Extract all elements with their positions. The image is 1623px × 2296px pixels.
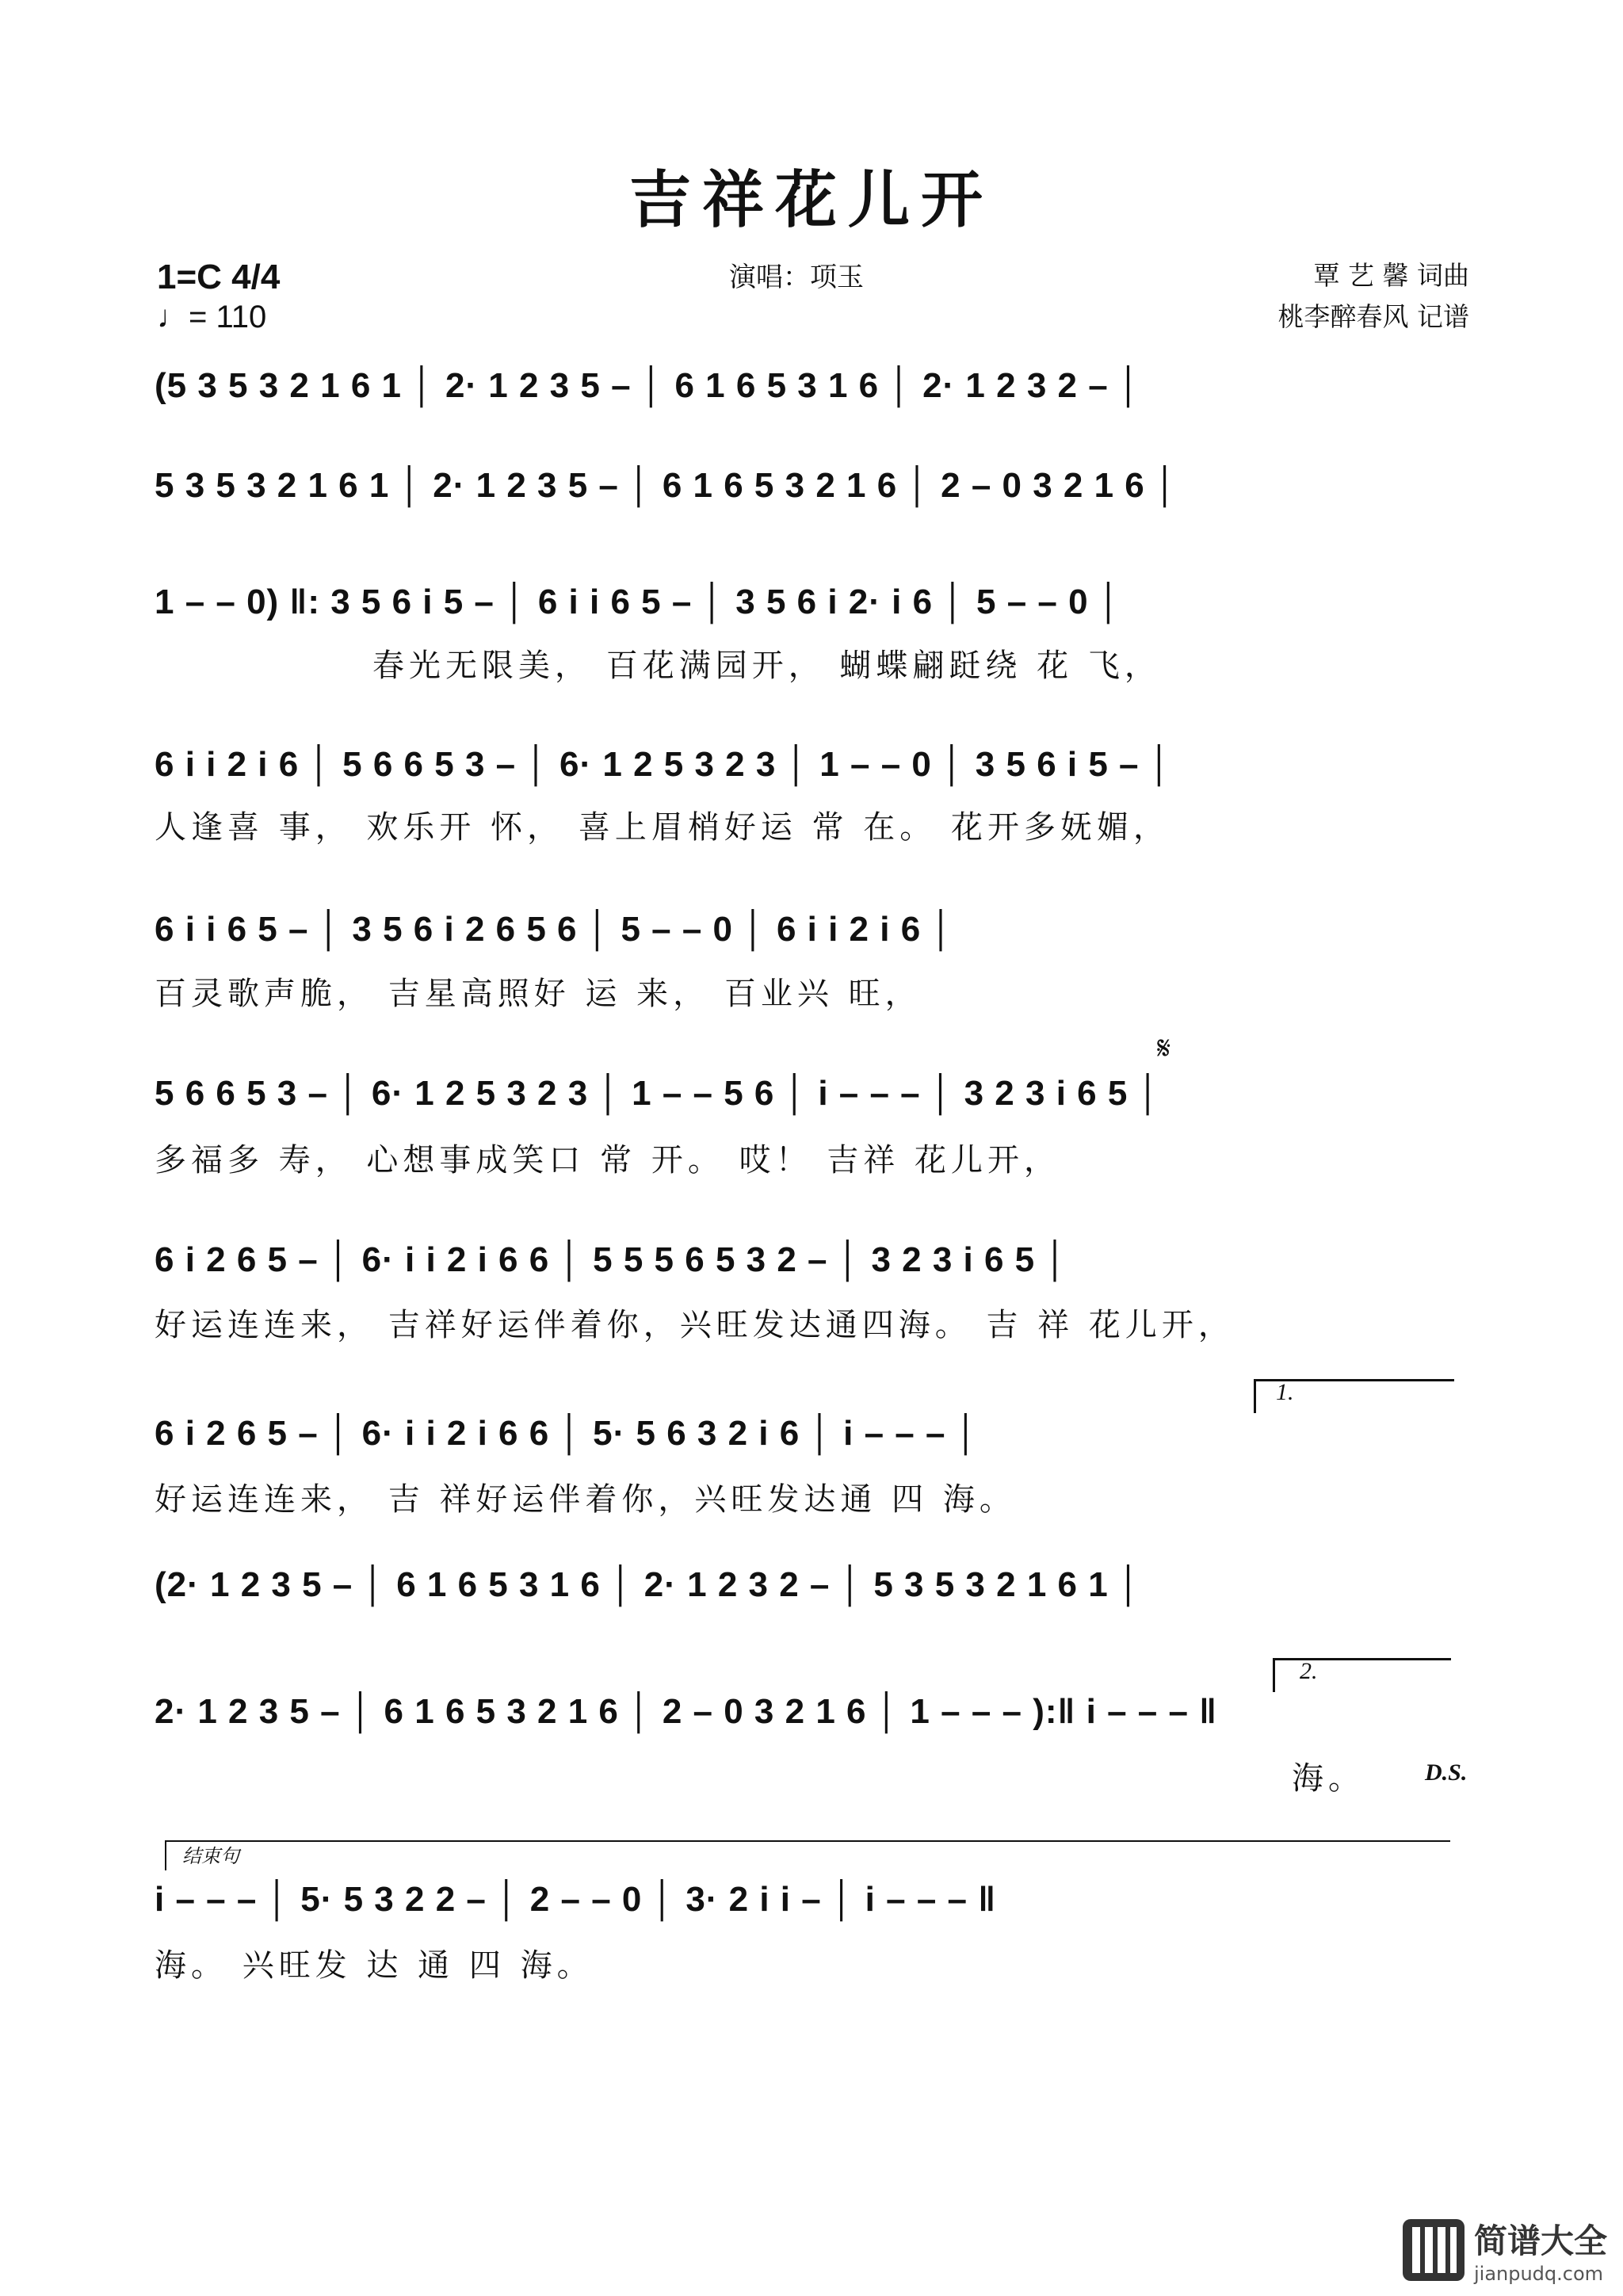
notation-row-8: 6 i 2 6 5 – │ 6· i i 2 i 6 6 │ 5· 5 6 3 2 i 6 │ i – – – │	[155, 1414, 980, 1453]
segno-sign: 𝄋	[1157, 1030, 1171, 1067]
volta-1-label: 1.	[1276, 1379, 1294, 1405]
notation-row-4: 6 i i 2 i 6 │ 5 6 6 5 3 – │ 6· 1 2 5 3 2 3 │ 1 – – 0 │ 3 5 6 i 5 – │	[155, 745, 1173, 784]
tempo-marking: ♩= 110	[157, 300, 267, 334]
watermark-url: jianpudq.com	[1473, 2263, 1604, 2285]
lyricist-credit: 覃 艺 馨 词曲	[1313, 260, 1469, 291]
lyrics-row-11: 海。 兴旺发 达 通 四 海。	[155, 1947, 594, 1984]
ds-marking: D.S.	[1425, 1759, 1468, 1786]
volta-2-label: 2.	[1300, 1658, 1318, 1684]
lyrics-row-7: 好运连连来， 吉祥好运伴着你，兴旺发达通四海。 吉 祥 花儿开，	[155, 1307, 1235, 1343]
lyrics-row-8: 好运连连来， 吉 祥好运伴着你，兴旺发达通 四 海。	[155, 1481, 1016, 1518]
notation-row-6: 5 6 6 5 3 – │ 6· 1 2 5 3 2 3 │ 1 – – 5 6 │ i – – – │ 3 2 3 i 6 5 │	[155, 1074, 1162, 1113]
lyrics-row-6: 多福多 寿， 心想事成笑口 常 开。 哎！ 吉祥 花儿开，	[155, 1142, 1061, 1179]
watermark-text	[1474, 2215, 1607, 2285]
notation-row-2: 5 3 5 3 2 1 6 1 │ 2· 1 2 3 5 – │ 6 1 6 5 3 2 1 6 │ 2 – 0 3 2 1 6 │	[155, 466, 1178, 505]
key-signature: 1=C 4/4	[157, 258, 281, 296]
lyrics-row-5: 百灵歌声脆， 吉星高照好 运 来， 百业兴 旺，	[155, 976, 922, 1012]
notation-row-3: 1 – – 0) ‖: 3 5 6 i 5 – │ 6 i i 6 5 – │ 3 5 6 i 2· i 6 │ 5 – – 0 │	[155, 583, 1122, 621]
notation-row-5: 6 i i 6 5 – │ 3 5 6 i 2 6 5 6 │ 5 – – 0 │ 6 i i 2 i 6 │	[155, 910, 954, 949]
notation-row-9: (2· 1 2 3 5 – │ 6 1 6 5 3 1 6 │ 2· 1 2 3 2 – │ 5 3 5 3 2 1 6 1 │	[155, 1565, 1142, 1604]
lyrics-row-3: 春光无限美， 百花满园开， 蝴蝶翩跹绕 花 飞，	[372, 648, 1161, 684]
notation-row-1: (5 3 5 3 2 1 6 1 │ 2· 1 2 3 5 – │ 6 1 6 5 3 1 6 │ 2· 1 2 3 2 – │	[155, 366, 1142, 405]
watermark-name: 简谱大全	[1473, 2222, 1607, 2260]
ending-bracket	[165, 1840, 1450, 1870]
credits	[1278, 255, 1470, 338]
ending-label: 结束句	[182, 1845, 239, 1867]
page-title: 吉祥花儿开	[628, 164, 994, 236]
transcriber-credit: 桃李醉春风 记谱	[1277, 301, 1469, 332]
singer-credit: 演唱：项玉	[729, 262, 864, 293]
lyrics-row-10: 海。	[1292, 1760, 1365, 1797]
piano-logo-icon	[1401, 2218, 1466, 2283]
lyrics-row-4: 人逢喜 事， 欢乐开 怀， 喜上眉梢好运 常 在。 花开多妩媚，	[155, 809, 1170, 846]
notation-row-10: 2· 1 2 3 5 – │ 6 1 6 5 3 2 1 6 │ 2 – 0 3 2 1 6 │ 1 – – – ):‖ i – – – ‖	[155, 1692, 1218, 1731]
watermark	[1401, 2215, 1607, 2285]
notation-row-7: 6 i 2 6 5 – │ 6· i i 2 i 6 6 │ 5 5 5 6 5 3 2 – │ 3 2 3 i 6 5 │	[155, 1240, 1068, 1279]
notation-row-11: i – – – │ 5· 5 3 2 2 – │ 2 – – 0 │ 3· 2 i i – │ i – – – ‖	[155, 1880, 997, 1919]
